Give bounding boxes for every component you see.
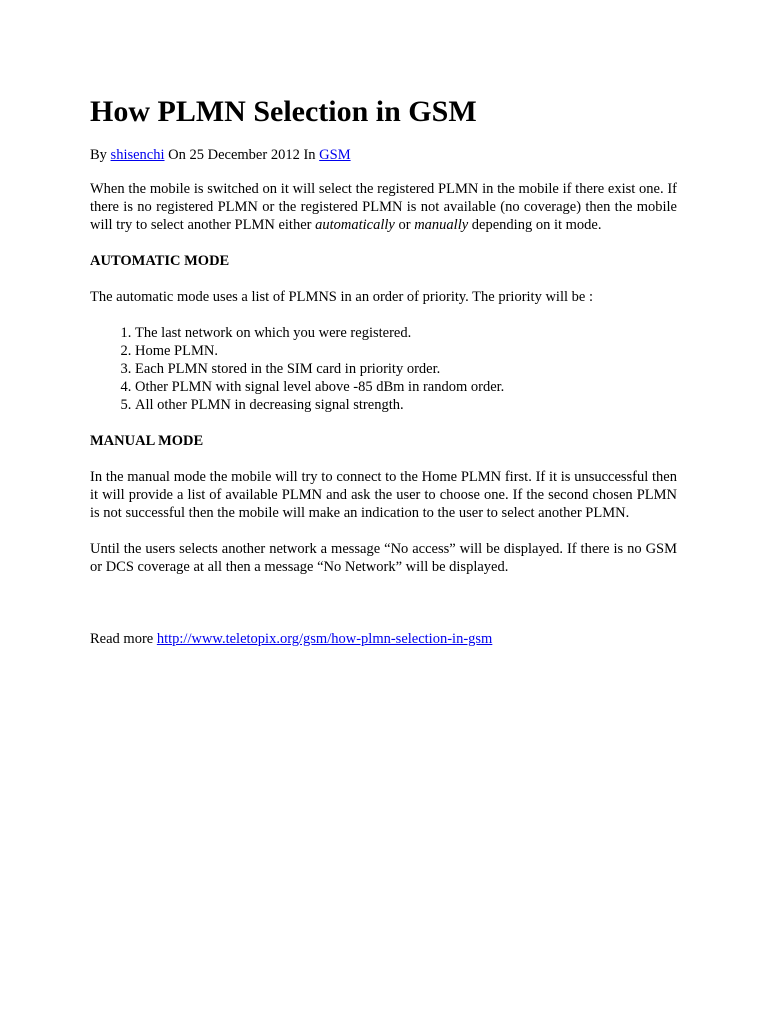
read-more-label: Read more [90, 631, 154, 647]
read-more [90, 630, 677, 648]
byline [90, 146, 677, 164]
intro-manually: manually [414, 217, 469, 233]
page-title: How PLMN Selection in GSM [90, 95, 477, 128]
document-page [90, 92, 677, 648]
priority-list [90, 324, 677, 414]
category-link[interactable]: GSM [319, 147, 351, 163]
byline-by: By [90, 147, 107, 163]
manual-mode-heading: MANUAL MODE [90, 433, 204, 449]
manual-mode-paragraph: In the manual mode the mobile will try to connect to the Home PLMN first. If it is unsuccessful then it will provide a list of available PLMN and ask the user to choose one. If the second chosen PLMN is not successful then the mobile will make an indication to the user to select another PLMN. [90, 469, 677, 521]
list-item: 2. Home PLMN. [135, 342, 677, 360]
intro-text-1: When the mobile is switched on it will select the registered PLMN in the mobile if there exist one. If there is no registered PLMN or the registered PLMN is not available (no coverage) then the mobile will try to select another PLMN either [90, 181, 677, 233]
no-access-paragraph: Until the users selects another network a message “No access” will be displayed. If there is no GSM or DCS coverage at all then a message “No Network” will be displayed. [90, 541, 677, 575]
intro-text-2: depending on it mode. [471, 217, 602, 233]
list-item: 4. Other PLMN with signal level above -85 dBm in random order. [135, 378, 677, 396]
automatic-mode-paragraph: The automatic mode uses a list of PLMNS in an order of priority. The priority will be : [90, 289, 593, 305]
read-more-link[interactable]: http://www.teletopix.org/gsm/how-plmn-selection-in-gsm [156, 631, 493, 647]
list-item: 5. All other PLMN in decreasing signal strength. [135, 396, 677, 414]
intro-or: or [398, 217, 411, 233]
list-item: 3. Each PLMN stored in the SIM card in priority order. [135, 360, 677, 378]
intro-paragraph [90, 180, 677, 234]
intro-automatically: automatically [315, 217, 395, 233]
byline-in: In [303, 147, 316, 163]
list-item: 1. The last network on which you were registered. [135, 324, 677, 342]
automatic-mode-heading: AUTOMATIC MODE [90, 253, 230, 269]
byline-on: On [168, 147, 186, 163]
byline-date: 25 December 2012 [189, 147, 300, 163]
author-link[interactable]: shisenchi [110, 147, 165, 163]
